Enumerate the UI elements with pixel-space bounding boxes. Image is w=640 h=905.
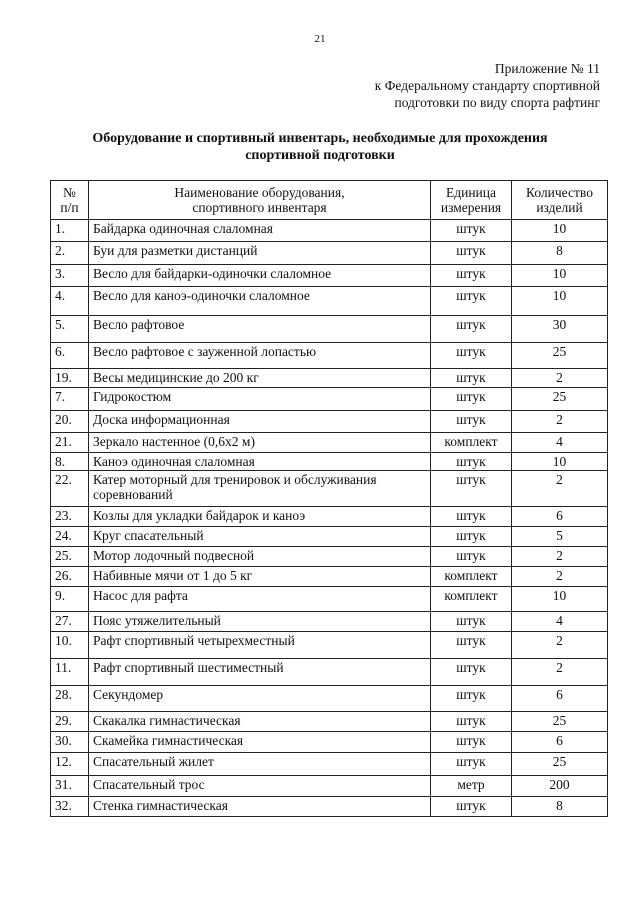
table-row bbox=[51, 797, 608, 817]
unit-cell: штук bbox=[431, 797, 512, 817]
table-row bbox=[51, 343, 608, 369]
unit-cell: штук bbox=[431, 316, 512, 343]
item-name-cell: Скамейка гимнастическая bbox=[89, 732, 431, 753]
quantity-cell: 6 bbox=[512, 732, 608, 753]
table-row bbox=[51, 388, 608, 411]
quantity-cell: 200 bbox=[512, 776, 608, 797]
row-number-cell: 26. bbox=[51, 567, 89, 587]
quantity-cell: 25 bbox=[512, 753, 608, 776]
unit-cell: штук bbox=[431, 659, 512, 686]
row-number-cell: 6. bbox=[51, 343, 89, 369]
item-name-cell: Байдарка одиночная слаломная bbox=[89, 220, 431, 242]
unit-cell: штук bbox=[431, 265, 512, 287]
unit-cell: комплект bbox=[431, 587, 512, 612]
row-number-cell: 21. bbox=[51, 433, 89, 453]
unit-cell: комплект bbox=[431, 567, 512, 587]
header-text: № bbox=[63, 185, 76, 200]
table-row bbox=[51, 659, 608, 686]
table-row bbox=[51, 287, 608, 316]
document-title bbox=[60, 130, 580, 164]
table-row bbox=[51, 712, 608, 732]
quantity-cell: 2 bbox=[512, 547, 608, 567]
row-number-cell: 12. bbox=[51, 753, 89, 776]
appendix-line: Приложение № 11 bbox=[494, 61, 600, 76]
quantity-cell: 5 bbox=[512, 527, 608, 547]
quantity-cell: 4 bbox=[512, 433, 608, 453]
header-quantity bbox=[512, 181, 608, 220]
unit-cell: штук bbox=[431, 388, 512, 411]
row-number-cell: 28. bbox=[51, 686, 89, 712]
unit-cell: штук bbox=[431, 287, 512, 316]
quantity-cell: 8 bbox=[512, 797, 608, 817]
title-line: Оборудование и спортивный инвентарь, необходимые для прохождения bbox=[92, 131, 548, 146]
table-header-row bbox=[51, 181, 608, 220]
table-row bbox=[51, 547, 608, 567]
item-name-cell: Рафт спортивный шестиместный bbox=[89, 659, 431, 686]
item-name-cell: Скакалка гимнастическая bbox=[89, 712, 431, 732]
item-name-cell: Набивные мячи от 1 до 5 кг bbox=[89, 567, 431, 587]
table-row bbox=[51, 632, 608, 659]
item-name-cell: Весло рафтовое с зауженной лопастью bbox=[89, 343, 431, 369]
row-number-cell: 9. bbox=[51, 587, 89, 612]
unit-cell: штук bbox=[431, 453, 512, 471]
title-line: спортивной подготовки bbox=[245, 148, 395, 163]
quantity-cell: 30 bbox=[512, 316, 608, 343]
item-name-cell: Доска информационная bbox=[89, 411, 431, 433]
unit-cell: штук bbox=[431, 612, 512, 632]
item-name-cell: Каноэ одиночная слаломная bbox=[89, 453, 431, 471]
row-number-cell: 30. bbox=[51, 732, 89, 753]
row-number-cell: 29. bbox=[51, 712, 89, 732]
table-row bbox=[51, 411, 608, 433]
row-number-cell: 32. bbox=[51, 797, 89, 817]
unit-cell: штук bbox=[431, 753, 512, 776]
table-row bbox=[51, 567, 608, 587]
quantity-cell: 25 bbox=[512, 712, 608, 732]
table-row bbox=[51, 612, 608, 632]
table-row bbox=[51, 471, 608, 507]
item-name-cell: Катер моторный для тренировок и обслуживания соревнований bbox=[89, 471, 431, 507]
appendix-line: подготовки по виду спорта рафтинг bbox=[394, 95, 600, 110]
header-text: спортивного инвентаря bbox=[192, 200, 327, 215]
item-name-cell: Круг спасательный bbox=[89, 527, 431, 547]
unit-cell: штук bbox=[431, 220, 512, 242]
quantity-cell: 2 bbox=[512, 471, 608, 507]
quantity-cell: 25 bbox=[512, 388, 608, 411]
quantity-cell: 6 bbox=[512, 686, 608, 712]
unit-cell: штук bbox=[431, 242, 512, 265]
item-name-cell: Спасательный трос bbox=[89, 776, 431, 797]
row-number-cell: 1. bbox=[51, 220, 89, 242]
unit-cell: штук bbox=[431, 507, 512, 527]
quantity-cell: 2 bbox=[512, 369, 608, 388]
quantity-cell: 10 bbox=[512, 287, 608, 316]
row-number-cell: 22. bbox=[51, 471, 89, 507]
table-body bbox=[51, 220, 608, 817]
header-text: п/п bbox=[60, 200, 79, 215]
table-row bbox=[51, 527, 608, 547]
item-name-cell: Насос для рафта bbox=[89, 587, 431, 612]
table-row bbox=[51, 316, 608, 343]
row-number-cell: 23. bbox=[51, 507, 89, 527]
unit-cell: комплект bbox=[431, 433, 512, 453]
equipment-table bbox=[50, 180, 608, 817]
table-row bbox=[51, 776, 608, 797]
header-unit bbox=[431, 181, 512, 220]
table-row bbox=[51, 507, 608, 527]
row-number-cell: 27. bbox=[51, 612, 89, 632]
quantity-cell: 10 bbox=[512, 587, 608, 612]
item-name-cell: Весы медицинские до 200 кг bbox=[89, 369, 431, 388]
table-row bbox=[51, 753, 608, 776]
unit-cell: штук bbox=[431, 732, 512, 753]
row-number-cell: 10. bbox=[51, 632, 89, 659]
appendix-reference bbox=[375, 60, 600, 111]
unit-cell: метр bbox=[431, 776, 512, 797]
quantity-cell: 6 bbox=[512, 507, 608, 527]
row-number-cell: 2. bbox=[51, 242, 89, 265]
header-text: изделий bbox=[536, 200, 583, 215]
item-name-cell: Секундомер bbox=[89, 686, 431, 712]
row-number-cell: 11. bbox=[51, 659, 89, 686]
header-text: Единица bbox=[445, 185, 496, 200]
quantity-cell: 10 bbox=[512, 220, 608, 242]
row-number-cell: 7. bbox=[51, 388, 89, 411]
table-row bbox=[51, 265, 608, 287]
appendix-line: к Федеральному стандарту спортивной bbox=[374, 78, 600, 93]
row-number-cell: 3. bbox=[51, 265, 89, 287]
unit-cell: штук bbox=[431, 471, 512, 507]
unit-cell: штук bbox=[431, 411, 512, 433]
table-row bbox=[51, 732, 608, 753]
header-text: Количество bbox=[526, 185, 593, 200]
item-name-cell: Весло для байдарки-одиночки слаломное bbox=[89, 265, 431, 287]
quantity-cell: 25 bbox=[512, 343, 608, 369]
item-name-cell: Весло рафтовое bbox=[89, 316, 431, 343]
table-row bbox=[51, 453, 608, 471]
unit-cell: штук bbox=[431, 632, 512, 659]
unit-cell: штук bbox=[431, 369, 512, 388]
table-row bbox=[51, 220, 608, 242]
item-name-cell: Спасательный жилет bbox=[89, 753, 431, 776]
row-number-cell: 4. bbox=[51, 287, 89, 316]
quantity-cell: 2 bbox=[512, 659, 608, 686]
quantity-cell: 10 bbox=[512, 453, 608, 471]
quantity-cell: 2 bbox=[512, 632, 608, 659]
item-name-cell: Рафт спортивный четырехместный bbox=[89, 632, 431, 659]
quantity-cell: 2 bbox=[512, 567, 608, 587]
quantity-cell: 4 bbox=[512, 612, 608, 632]
item-name-cell: Зеркало настенное (0,6х2 м) bbox=[89, 433, 431, 453]
page-number: 21 bbox=[314, 33, 326, 45]
unit-cell: штук bbox=[431, 712, 512, 732]
unit-cell: штук bbox=[431, 686, 512, 712]
row-number-cell: 5. bbox=[51, 316, 89, 343]
table-row bbox=[51, 242, 608, 265]
unit-cell: штук bbox=[431, 547, 512, 567]
item-name-cell: Гидрокостюм bbox=[89, 388, 431, 411]
item-name-cell: Весло для каноэ-одиночки слаломное bbox=[89, 287, 431, 316]
row-number-cell: 19. bbox=[51, 369, 89, 388]
header-text: Наименование оборудования, bbox=[174, 185, 345, 200]
item-name-cell: Буи для разметки дистанций bbox=[89, 242, 431, 265]
table-row bbox=[51, 369, 608, 388]
header-text: измерения bbox=[440, 200, 502, 215]
header-name bbox=[89, 181, 431, 220]
table-row bbox=[51, 433, 608, 453]
row-number-cell: 8. bbox=[51, 453, 89, 471]
table-row bbox=[51, 587, 608, 612]
unit-cell: штук bbox=[431, 343, 512, 369]
item-name-cell: Стенка гимнастическая bbox=[89, 797, 431, 817]
item-name-cell: Мотор лодочный подвесной bbox=[89, 547, 431, 567]
row-number-cell: 31. bbox=[51, 776, 89, 797]
header-number bbox=[51, 181, 89, 220]
unit-cell: штук bbox=[431, 527, 512, 547]
quantity-cell: 8 bbox=[512, 242, 608, 265]
table-row bbox=[51, 686, 608, 712]
row-number-cell: 25. bbox=[51, 547, 89, 567]
quantity-cell: 10 bbox=[512, 265, 608, 287]
item-name-cell: Пояс утяжелительный bbox=[89, 612, 431, 632]
item-name-cell: Козлы для укладки байдарок и каноэ bbox=[89, 507, 431, 527]
row-number-cell: 20. bbox=[51, 411, 89, 433]
row-number-cell: 24. bbox=[51, 527, 89, 547]
quantity-cell: 2 bbox=[512, 411, 608, 433]
